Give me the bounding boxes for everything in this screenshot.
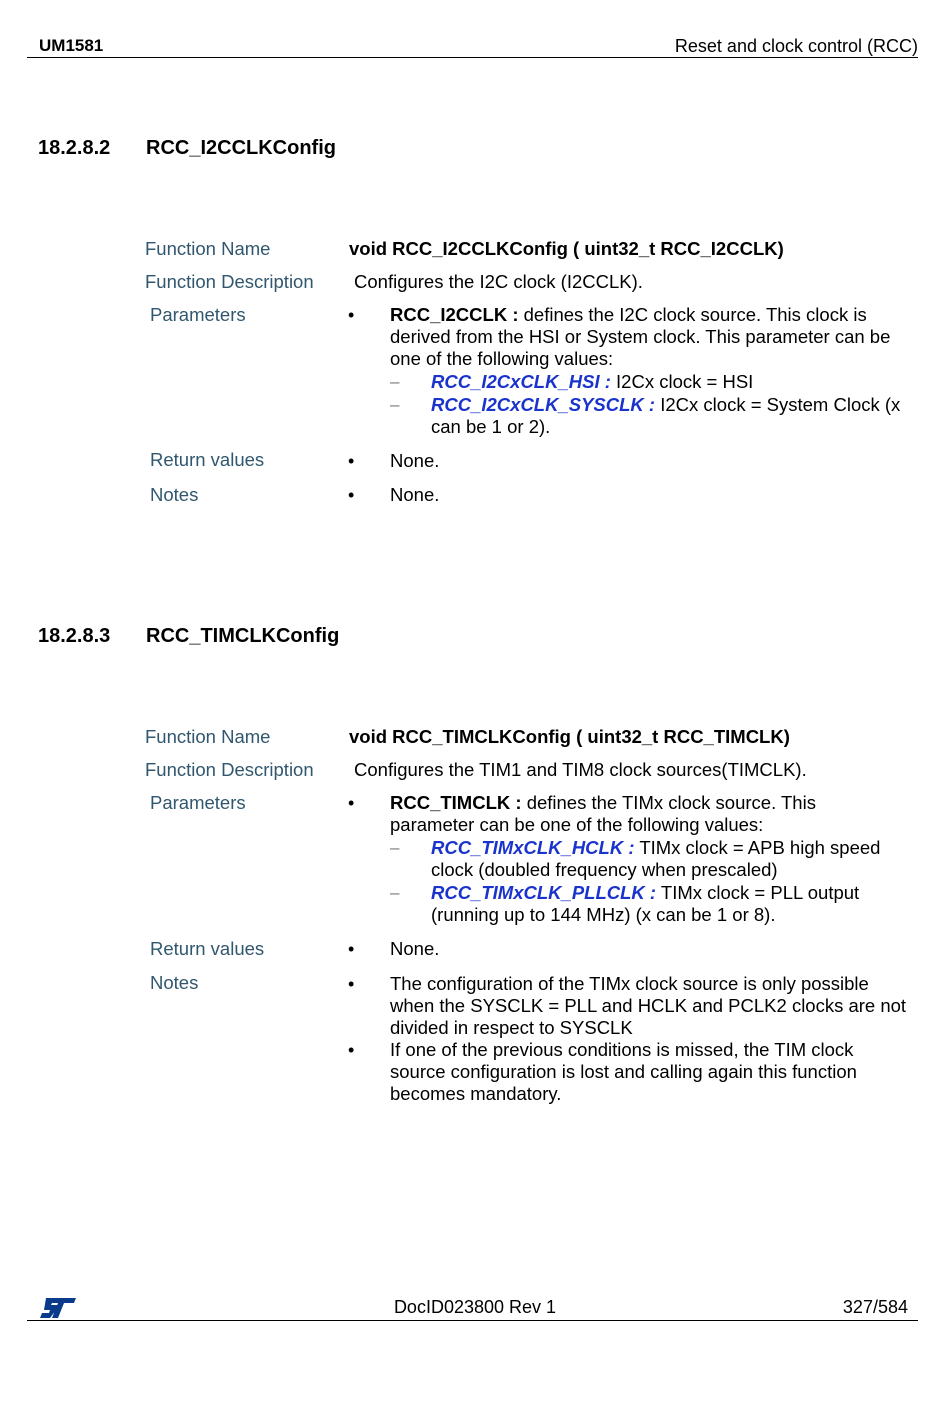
option-item xyxy=(431,837,911,881)
function-description-label: Function Description xyxy=(145,271,314,292)
section-number: 18.2.8.2 xyxy=(38,137,111,159)
page-number: 327/584 xyxy=(842,1297,908,1317)
footer-divider xyxy=(27,1320,918,1321)
option-item xyxy=(431,371,911,393)
option-name: RCC_I2CxCLK_SYSCLK : xyxy=(431,394,656,415)
page-header xyxy=(27,36,918,58)
bullet-icon: • xyxy=(348,939,355,959)
function-name-label: Function Name xyxy=(145,238,271,259)
notes-label: Notes xyxy=(150,972,199,993)
notes-label: Notes xyxy=(150,484,199,505)
dash-icon: – xyxy=(390,372,400,391)
bullet-icon: • xyxy=(348,485,355,505)
function-name: void RCC_I2CCLKConfig ( uint32_t RCC_I2CCLK) xyxy=(349,238,784,259)
note-item: The configuration of the TIMx clock source is only possible when the SYSCLK = PLL and HCLK and PCLK2 clocks are not divided in respect to SYSCLK xyxy=(390,973,907,1038)
parameters-label: Parameters xyxy=(150,304,246,325)
function-name-label: Function Name xyxy=(145,726,271,747)
section-title: RCC_TIMCLKConfig xyxy=(146,625,340,647)
option-desc: I2Cx clock = System Clock (x can be 1 or 2). xyxy=(431,394,901,437)
document-id: UM1581 xyxy=(39,36,104,55)
option-item xyxy=(431,394,911,438)
dash-icon: – xyxy=(390,838,400,857)
dash-icon: – xyxy=(390,883,400,902)
dash-icon: – xyxy=(390,395,400,414)
bullet-icon: • xyxy=(348,451,355,471)
function-description: Configures the I2C clock (I2CCLK). xyxy=(354,271,643,292)
function-description: Configures the TIM1 and TIM8 clock sources(TIMCLK). xyxy=(354,759,807,780)
bullet-icon: • xyxy=(348,1040,355,1060)
return-values-label: Return values xyxy=(150,938,265,959)
parameter-text: defines the I2C clock source. This clock is derived from the HSI or System clock. This parameter can be one of the following values: xyxy=(390,304,891,369)
parameter-description xyxy=(390,792,850,836)
note-item: If one of the previous conditions is missed, the TIM clock source configuration is lost and calling again this function becomes mandatory. xyxy=(390,1039,857,1104)
parameter-description xyxy=(390,304,910,370)
section-number: 18.2.8.3 xyxy=(38,625,111,647)
bullet-icon: • xyxy=(348,305,355,325)
option-item xyxy=(431,882,911,926)
parameter-name: RCC_I2CCLK : xyxy=(390,304,519,325)
parameters-label: Parameters xyxy=(150,792,246,813)
return-value: None. xyxy=(390,450,440,471)
return-values-label: Return values xyxy=(150,449,265,470)
option-desc: TIMx clock = APB high speed clock (doubled frequency when prescaled) xyxy=(431,837,881,880)
parameter-name: RCC_TIMCLK : xyxy=(390,792,522,813)
document-reference: DocID023800 Rev 1 xyxy=(393,1297,557,1317)
bullet-icon: • xyxy=(348,793,355,813)
return-value: None. xyxy=(390,938,440,959)
parameter-text: defines the TIMx clock source. This parameter can be one of the following values: xyxy=(390,792,816,835)
option-name: RCC_TIMxCLK_HCLK : xyxy=(431,837,635,858)
option-name: RCC_TIMxCLK_PLLCLK : xyxy=(431,882,657,903)
chapter-title: Reset and clock control (RCC) xyxy=(674,36,918,56)
function-name: void RCC_TIMCLKConfig ( uint32_t RCC_TIMCLK) xyxy=(349,726,790,747)
option-desc: TIMx clock = PLL output (running up to 144 MHz) (x can be 1 or 8). xyxy=(431,882,860,925)
notes-value: None. xyxy=(390,484,440,505)
bullet-icon: • xyxy=(348,974,355,994)
option-name: RCC_I2CxCLK_HSI : xyxy=(431,371,611,392)
function-description-label: Function Description xyxy=(145,759,314,780)
section-title: RCC_I2CCLKConfig xyxy=(146,137,336,159)
option-desc: I2Cx clock = HSI xyxy=(616,371,754,392)
